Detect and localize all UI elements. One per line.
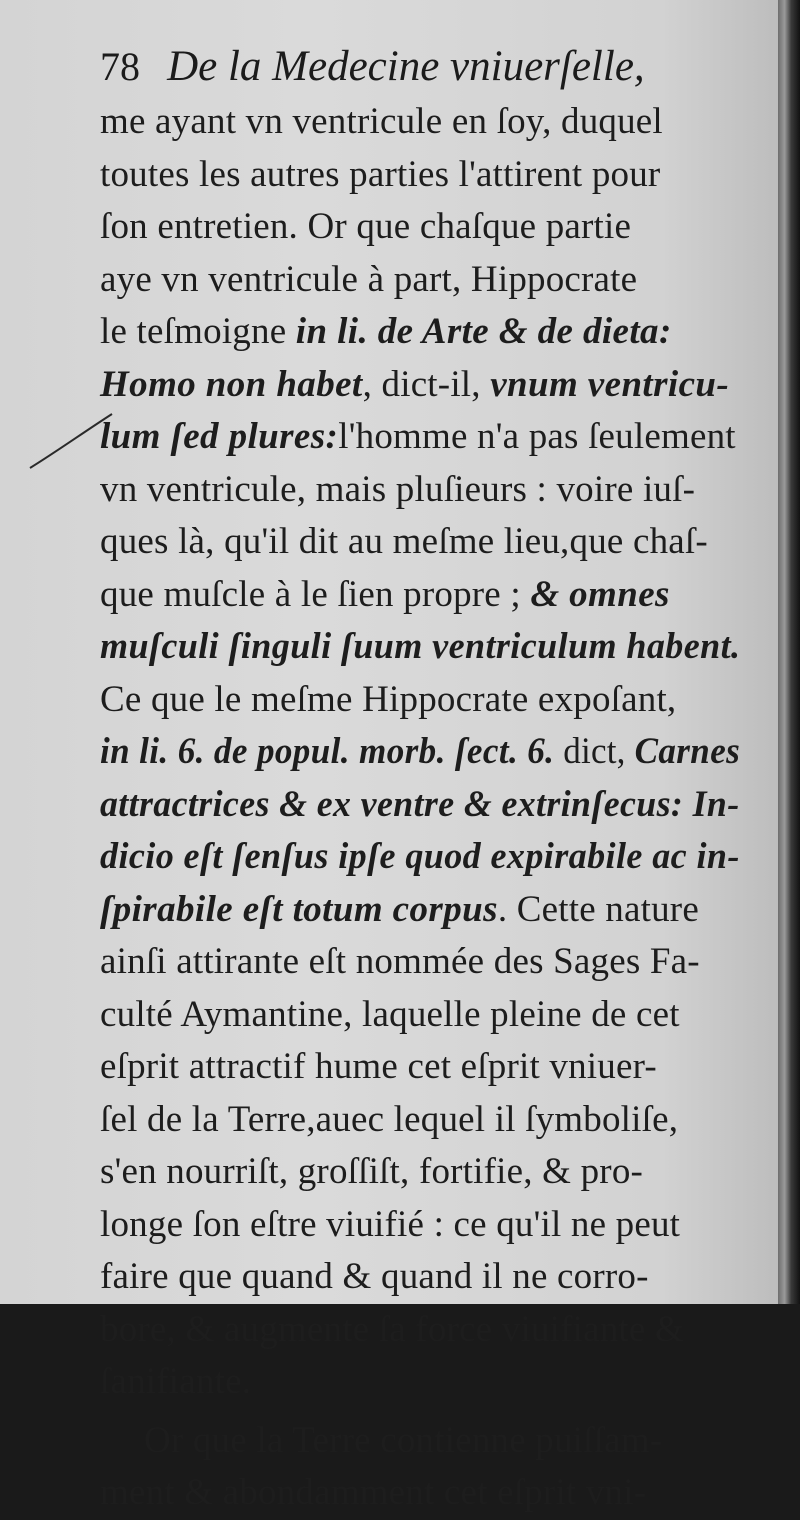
text-line bbox=[100, 1199, 740, 1252]
text-line bbox=[100, 1251, 740, 1304]
italic-segment: attractrices & ex ventre & extrinſecus: In- bbox=[100, 783, 740, 825]
text-line bbox=[100, 989, 740, 1042]
text-line bbox=[100, 1467, 740, 1520]
text-segment: ſel de la Terre,auec lequel il ſymboliſe, bbox=[100, 1098, 679, 1140]
text-line bbox=[100, 726, 741, 779]
text-line bbox=[100, 1304, 740, 1357]
italic-segment: in li. 6. de popul. morb. ſect. 6. bbox=[100, 731, 555, 772]
text-line bbox=[100, 1094, 740, 1147]
text-segment: , dict-il, bbox=[362, 363, 491, 405]
text-line bbox=[100, 96, 740, 149]
text-segment: eſprit attractif hume cet eſprit vniuer- bbox=[100, 1046, 657, 1087]
text-segment: vn ventricule, mais pluſieurs : voire iuſ- bbox=[100, 468, 696, 510]
text-segment: culté Aymantine, laquelle pleine de cet bbox=[100, 993, 680, 1035]
running-title: De la Medecine vniuerſelle, bbox=[167, 43, 645, 90]
text-segment: le teſmoigne bbox=[100, 311, 296, 352]
text-line bbox=[100, 884, 740, 937]
text-segment: ainſi attirante eſt nommée des Sages Fa- bbox=[100, 941, 700, 982]
text-segment: me ayant vn ventricule en ſoy, duquel bbox=[100, 101, 663, 142]
text-line bbox=[100, 1041, 740, 1094]
text-segment: . Cette nature bbox=[497, 888, 699, 930]
ink-stroke-mark bbox=[26, 408, 114, 472]
text-line bbox=[100, 1415, 740, 1468]
text-segment: longe ſon eſtre viuifié : ce qu'il ne peut bbox=[100, 1203, 681, 1245]
text-segment: s'en nourriſt, groſſiſt, fortifie, & pro- bbox=[100, 1151, 644, 1192]
text-line bbox=[100, 1356, 740, 1409]
page-number: 78 bbox=[100, 44, 140, 89]
text-segment: dict, bbox=[554, 731, 635, 772]
text-segment: l'homme n'a pas ſeulement bbox=[338, 416, 736, 457]
text-line bbox=[100, 779, 740, 832]
body-text bbox=[100, 96, 740, 1520]
text-segment: aye vn ventricule à part, Hippocrate bbox=[100, 258, 638, 300]
text-line bbox=[100, 831, 740, 884]
text-segment: Ce que le meſme Hippocrate expoſant, bbox=[100, 678, 677, 720]
italic-segment: ſpirabile eſt totum corpus bbox=[100, 888, 498, 930]
text-line bbox=[100, 149, 740, 202]
page-edge-shadow bbox=[778, 0, 800, 1304]
italic-segment: vnum ventricu- bbox=[490, 363, 730, 405]
text-line bbox=[100, 411, 740, 464]
text-line bbox=[100, 359, 740, 412]
text-line bbox=[100, 306, 740, 359]
text-segment: Or que la Terre contienne puiſſam- bbox=[144, 1419, 663, 1461]
text-segment: ſanifiante. bbox=[100, 1361, 252, 1402]
italic-segment: Carnes bbox=[634, 731, 741, 772]
text-line bbox=[100, 674, 740, 727]
page-header bbox=[100, 42, 700, 96]
text-segment: ment & abondamment cet eſprit vni- bbox=[100, 1472, 647, 1513]
text-segment: ſon entretien. Or que chaſque partie bbox=[100, 206, 632, 247]
italic-segment: dicio eſt ſenſus ipſe quod expirabile ac in- bbox=[100, 836, 740, 877]
text-segment: que muſcle à le ſien propre ; bbox=[100, 573, 531, 615]
italic-segment: muſculi ſinguli ſuum ventriculum habent. bbox=[100, 626, 741, 667]
text-line bbox=[100, 621, 741, 674]
text-line bbox=[100, 516, 740, 569]
text-segment: bore, & augmente ſa force viuifiante & bbox=[100, 1308, 684, 1350]
text-line bbox=[100, 936, 740, 989]
text-line bbox=[100, 1146, 740, 1199]
text-line bbox=[100, 254, 740, 307]
text-segment: ques là, qu'il dit au meſme lieu,que chaſ- bbox=[100, 521, 708, 562]
text-line bbox=[100, 464, 740, 517]
italic-segment: lum ſed plures: bbox=[100, 416, 339, 457]
italic-segment: & omnes bbox=[530, 573, 670, 615]
italic-segment: in li. de Arte & de dieta: bbox=[295, 311, 672, 352]
text-segment: faire que quand & quand il ne corro- bbox=[100, 1256, 649, 1297]
text-line bbox=[100, 201, 740, 254]
text-line bbox=[100, 569, 740, 622]
text-segment: toutes les autres parties l'attirent pour bbox=[100, 153, 661, 195]
italic-segment: Homo non habet bbox=[100, 363, 363, 405]
